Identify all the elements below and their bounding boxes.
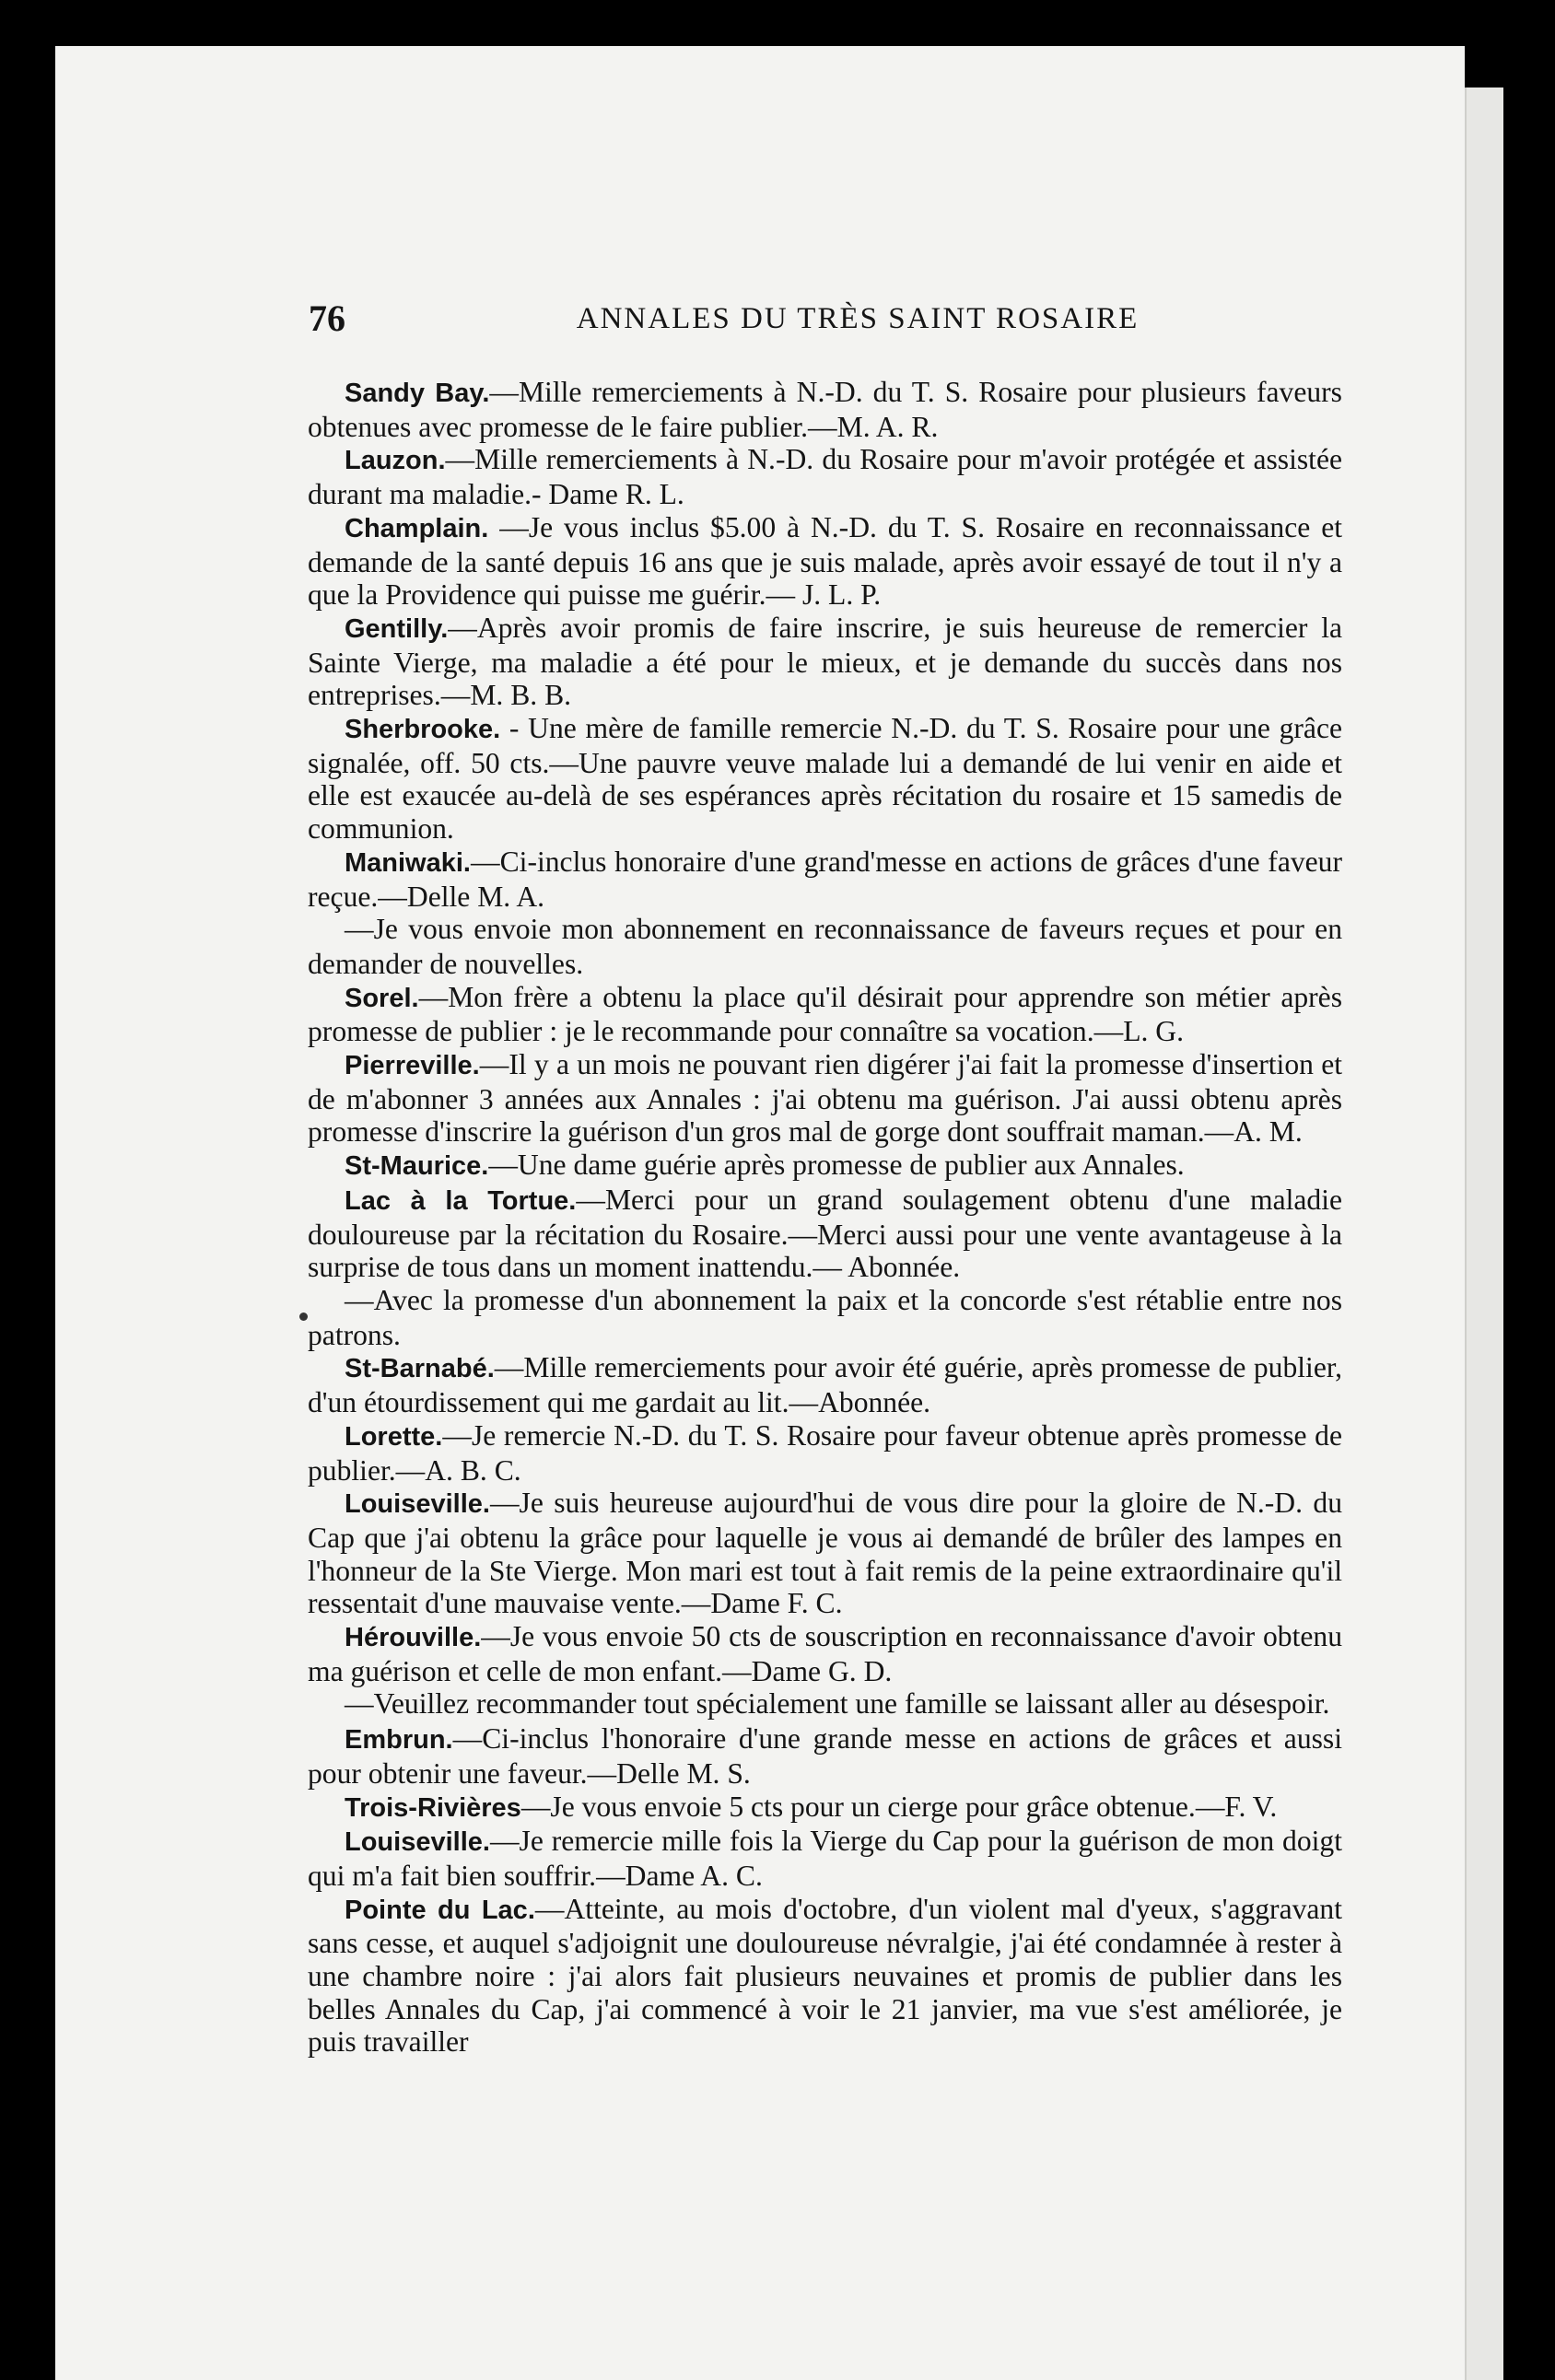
entry-text: —Il y a un mois ne pouvant rien digérer j'ai fait la promesse d'insertion et de m'abonner 3 années aux Annales : j'ai obtenu ma guérison. J'ai aussi obtenu après promesse d'inscrire la guérison d'un gros mal de gorge dont souffrait maman.—A. M. (308, 1048, 1342, 1149)
entry-text: —Mon frère a obtenu la place qu'il désirait pour apprendre son métier après promesse de publier : je le recommande pour connaître sa vocation.—L. G. (308, 980, 1342, 1048)
entry (308, 1687, 1342, 1722)
entry (308, 1722, 1342, 1790)
entry-place: Sorel. (345, 983, 419, 1013)
entry-place: Pointe du Lac. (345, 1895, 535, 1925)
body-text (308, 376, 1342, 2059)
entry-text: —Je vous inclus $5.00 à N.-D. du T. S. Rosaire en reconnaissance et demande de la santé depuis 16 ans que je suis malade, après avoir essayé de tout il n'y a que la Providence qui puisse me guérir.— J. L. P. (308, 510, 1342, 612)
entry-place: Sandy Bay. (345, 379, 490, 408)
entry-text: —Mille remerciements à N.-D. du T. S. Rosaire pour plusieurs faveurs obtenues avec promesse de le faire publier.—M. A. R. (308, 376, 1342, 443)
entry (308, 712, 1342, 846)
entry-text: —Je remercie N.-D. du T. S. Rosaire pour faveur obtenue après promesse de publier.—A. B. C. (308, 1418, 1342, 1487)
entry (308, 1419, 1342, 1487)
entry-place: Pierreville. (345, 1051, 480, 1081)
entry-place: Gentilly. (345, 613, 449, 644)
page-edge (1465, 88, 1503, 2380)
entry (308, 612, 1342, 712)
entry (308, 443, 1342, 510)
entry-place: St-Maurice. (345, 1151, 489, 1182)
entry-text: —Je suis heureuse aujourd'hui de vous dire pour la gloire de N.-D. du Cap que j'ai obtenu la grâce pour laquelle je vous ai demandé de brûler des lampes en l'honneur de la Ste Vierge. Mon mari est tout à fait remis de la peine extraordinaire qu'il ressentait d'une mauvaise vente.—Dame F. C. (308, 1487, 1342, 1620)
entry-place: Champlain. (345, 513, 489, 543)
page-header (309, 297, 1342, 343)
entry-text: —Mille remerciements pour avoir été guérie, après promesse de publier, d'un étourdissement qui me gardait au lit.—Abonnée. (308, 1351, 1342, 1419)
entry (308, 846, 1342, 913)
entry (308, 1048, 1342, 1149)
entry (308, 1825, 1342, 1892)
entry (308, 1284, 1342, 1351)
entry-text: —Ci-inclus l'honoraire d'une grande messe en actions de grâces et aussi pour obtenir une faveur.—Delle M. S. (308, 1722, 1342, 1790)
entry-place: Maniwaki. (345, 847, 471, 878)
entry-text: —Je vous envoie mon abonnement en reconnaissance de faveurs reçues et pour en demander de nouvelles. (308, 913, 1342, 980)
running-title: ANNALES DU TRÈS SAINT ROSAIRE (576, 302, 1140, 335)
entry (308, 1893, 1342, 2059)
entry-text: —Après avoir promis de faire inscrire, je suis heureuse de remercier la Sainte Vierge, ma maladie a été pour le mieux, et je demande du succès dans nos entreprises.—M. B. B. (308, 611, 1342, 712)
entry-text: —Merci pour un grand soulagement obtenu d'une maladie douloureuse par la récitation du Rosaire.—Merci aussi pour une vente avantageuse à la surprise de tous dans un moment inattendu.— Abonnée. (308, 1183, 1342, 1284)
entry-place: Sherbrooke. (345, 715, 501, 745)
entry-text: - Une mère de famille remercie N.-D. du T. S. Rosaire pour une grâce signalée, off. 50 cts.—Une pauvre veuve malade lui a demandé de lui venir en aide et elle est exaucée au-delà de ses espérances après récitation du rosaire et 15 samedis de communion. (308, 712, 1342, 846)
entry-place: Lauzon. (345, 446, 446, 476)
entry (308, 913, 1342, 980)
entry-text: —Avec la promesse d'un abonnement la paix et la concorde s'est rétablie entre nos patrons. (308, 1283, 1342, 1351)
entry-place: St-Barnabé. (345, 1354, 495, 1384)
entry (308, 1791, 1342, 1826)
entry (308, 1351, 1342, 1418)
entry-text: —Je vous envoie 50 cts de souscription en reconnaissance d'avoir obtenu ma guérison et celle de mon enfant.—Dame G. D. (308, 1620, 1342, 1687)
entry (308, 1149, 1342, 1184)
entry (308, 1620, 1342, 1687)
entry-place: Lac à la Tortue. (345, 1185, 577, 1216)
entry-text: —Mille remerciements à N.-D. du Rosaire pour m'avoir protégée et assistée durant ma maladie.- Dame R. L. (308, 443, 1342, 511)
entry-place: Lorette. (345, 1421, 443, 1452)
page-number: 76 (309, 298, 345, 339)
entry-place: Louiseville. (345, 1489, 490, 1520)
entry (308, 1487, 1342, 1620)
ink-spot (299, 1312, 308, 1321)
entry-text: —Veuillez recommander tout spécialement une famille se laissant aller au désespoir. (345, 1687, 1330, 1721)
entry-text: —Je remercie mille fois la Vierge du Cap pour la guérison de mon doigt qui m'a fait bien souffrir.—Dame A. C. (308, 1825, 1342, 1892)
entry-text: —Ci-inclus honoraire d'une grand'messe en actions de grâces d'une faveur reçue.—Delle M. A. (308, 845, 1342, 913)
entry-text: —Atteinte, au mois d'octobre, d'un violent mal d'yeux, s'aggravant sans cesse, et auquel s'adjoignit une douloureuse névralgie, j'ai été condamnée à rester à une chambre noire : j'ai alors fait plusieurs neuvaines et promis de publier dans les belles Annales du Cap, j'ai commencé à voir le 21 janvier, ma vue s'est améliorée, je puis travailler (308, 1892, 1342, 2059)
entry-text: —Je vous envoie 5 cts pour un cierge pour grâce obtenue.—F. V. (520, 1790, 1278, 1823)
entry-place: Hérouville. (345, 1623, 482, 1653)
entry (308, 981, 1342, 1048)
entry (308, 511, 1342, 612)
entry (308, 376, 1342, 443)
entry-place: Embrun. (345, 1725, 453, 1756)
entry-place: Trois-Rivières (345, 1792, 521, 1823)
entry (308, 1184, 1342, 1284)
entry-text: —Une dame guérie après promesse de publier aux Annales. (488, 1149, 1185, 1182)
entry-place: Louiseville. (345, 1827, 490, 1858)
